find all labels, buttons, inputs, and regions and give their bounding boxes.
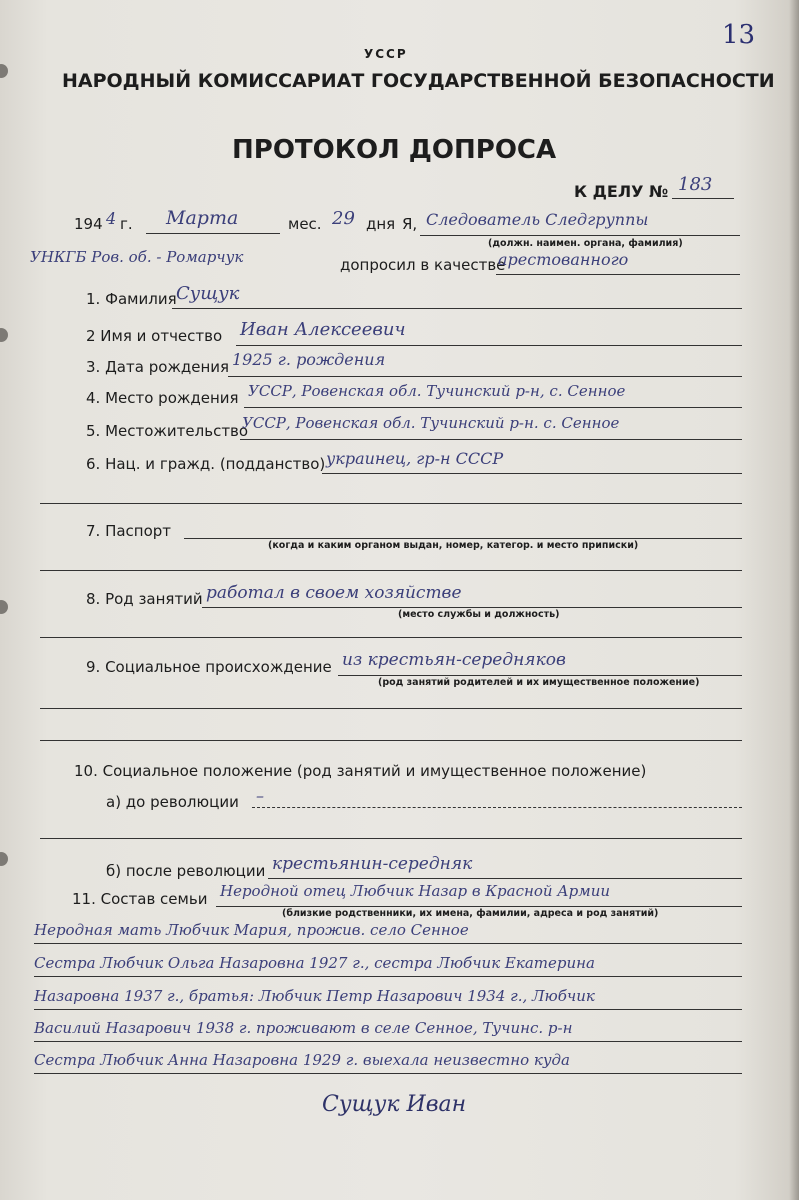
residence-label: 5. Местожительство	[86, 422, 249, 440]
surname-label: 1. Фамилия	[86, 290, 177, 308]
month-label: мес.	[288, 215, 322, 233]
after-revolution-value: крестьянин-середняк	[272, 854, 473, 874]
family-rule-1	[216, 906, 742, 907]
passport-caption: (когда и каким органом выдан, номер, категор. и место приписки)	[268, 540, 639, 551]
origin-label: 9. Социальное происхождение	[86, 658, 332, 676]
investigator-line-2: УНКГБ Ров. об. - Ромарчук	[30, 248, 244, 266]
document-title: ПРОТОКОЛ ДОПРОСА	[232, 135, 557, 165]
surname-value: Сущук	[176, 283, 240, 304]
name-line	[236, 345, 742, 346]
day-label: дня	[366, 215, 396, 233]
occupation-label: 8. Род занятий	[86, 590, 203, 608]
before-revolution-value: –	[256, 786, 264, 805]
nationality-value: украинец, гр-н СССР	[326, 449, 504, 468]
punch-hole	[0, 600, 8, 614]
family-line-6: Сестра Любчик Анна Назаровна 1929 г. выехала неизвестно куда	[34, 1051, 570, 1069]
birthplace-value: УССР, Ровенская обл. Тучинский р-н, с. Сенное	[248, 382, 626, 400]
birthdate-value: 1925 г. рождения	[232, 350, 386, 369]
family-line-2: Неродная мать Любчик Мария, прожив. село Сенное	[34, 921, 469, 939]
month-value: Марта	[166, 207, 239, 229]
day-value: 29	[332, 208, 355, 229]
case-number: 183	[678, 174, 713, 195]
year-suffix: г.	[120, 215, 133, 233]
family-line-4: Назаровна 1937 г., братья: Любчик Петр Назарович 1934 г., Любчик	[34, 987, 595, 1005]
case-number-label: К ДЕЛУ №	[574, 182, 669, 201]
punch-hole	[0, 328, 8, 342]
after-revolution-label: б) после революции	[106, 862, 266, 880]
family-label: 11. Состав семьи	[72, 890, 208, 908]
name-label: 2 Имя и отчество	[86, 327, 223, 345]
family-rule-2	[34, 943, 742, 944]
family-caption: (близкие родственники, их имена, фамилии, адреса и род занятий)	[282, 908, 659, 919]
status-label: 10. Социальное положение (род занятий и имущественное положение)	[74, 762, 647, 780]
page-edge-shadow	[789, 0, 799, 1200]
origin-line-2	[40, 708, 742, 709]
surname-line	[172, 308, 742, 309]
agency-title: НАРОДНЫЙ КОМИССАРИАТ ГОСУДАРСТВЕННОЙ БЕЗОПАСНОСТИ	[62, 70, 775, 92]
after-revolution-line	[268, 878, 742, 879]
birthdate-line	[228, 376, 742, 377]
origin-value: из крестьян-середняков	[342, 650, 566, 670]
origin-line	[338, 675, 742, 676]
name-value: Иван Алексеевич	[240, 319, 406, 340]
interrogated-as: арестованного	[498, 250, 629, 269]
i-label: Я,	[402, 215, 418, 233]
passport-label: 7. Паспорт	[86, 522, 172, 540]
occupation-line-2	[40, 637, 742, 638]
republic-label: УССР	[364, 47, 408, 61]
before-revolution-line	[252, 807, 742, 808]
family-line-3: Сестра Любчик Ольга Назаровна 1927 г., сестра Любчик Екатерина	[34, 954, 595, 972]
family-rule-4	[34, 1009, 742, 1010]
family-rule-5	[34, 1041, 742, 1042]
nationality-line	[322, 473, 742, 474]
signature: Сущук Иван	[322, 1092, 467, 1117]
nationality-label: 6. Нац. и гражд. (подданство)	[86, 455, 326, 473]
family-rule-6	[34, 1073, 742, 1074]
punch-hole	[0, 852, 8, 866]
corner-page-number: 13	[722, 20, 756, 50]
before-revolution-line-2	[40, 838, 742, 839]
family-line-1: Неродной отец Любчик Назар в Красной Армии	[220, 882, 611, 900]
case-number-line	[672, 198, 734, 199]
punch-hole	[0, 64, 8, 78]
investigator-line	[420, 235, 740, 236]
interrogated-line	[496, 274, 740, 275]
passport-line	[184, 538, 742, 539]
residence-value: УССР, Ровенская обл. Тучинский р-н. с. Сенное	[242, 414, 620, 432]
birthdate-label: 3. Дата рождения	[86, 358, 230, 376]
year-digit: 4	[106, 209, 117, 228]
birthplace-label: 4. Место рождения	[86, 389, 239, 407]
nationality-line-2	[40, 503, 742, 504]
occupation-caption: (место службы и должность)	[398, 609, 560, 620]
passport-line-2	[40, 570, 742, 571]
year-prefix: 194	[74, 215, 103, 233]
origin-line-3	[40, 740, 742, 741]
interrogated-label: допросил в качестве	[340, 256, 506, 274]
investigator-line-1: Следователь Следгруппы	[426, 210, 649, 229]
family-line-5: Василий Назарович 1938 г. проживают в селе Сенное, Тучинс. р-н	[34, 1019, 573, 1037]
birthplace-line	[244, 407, 742, 408]
residence-line	[240, 439, 742, 440]
occupation-line	[202, 607, 742, 608]
family-rule-3	[34, 976, 742, 977]
occupation-value: работал в своем хозяйстве	[206, 583, 462, 603]
before-revolution-label: а) до революции	[106, 793, 239, 811]
month-line	[146, 233, 280, 234]
origin-caption: (род занятий родителей и их имущественное положение)	[378, 677, 700, 688]
investigator-caption: (должн. наимен. органа, фамилия)	[488, 238, 683, 249]
